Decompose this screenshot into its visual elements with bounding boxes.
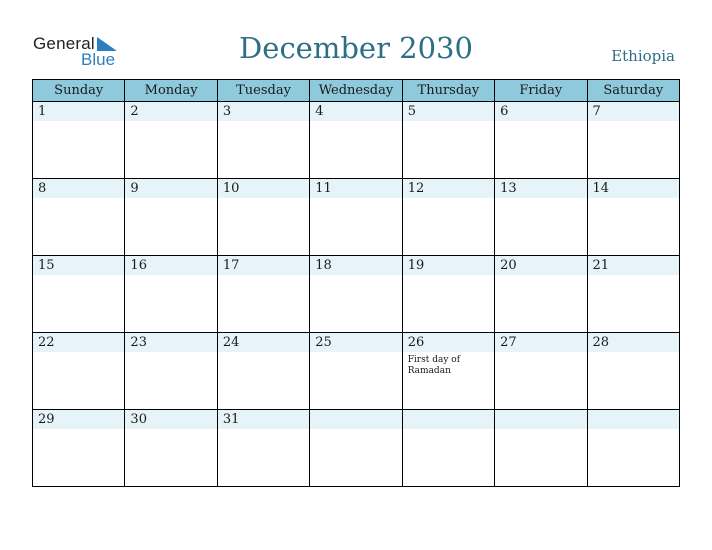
day-header-bar (310, 410, 401, 429)
page-title: December 2030 (239, 31, 473, 65)
calendar-grid (32, 79, 680, 487)
day-cell (310, 256, 402, 333)
day-number: 31 (222, 412, 240, 427)
day-header-bar (33, 179, 124, 198)
week-row (33, 256, 680, 333)
day-cell (587, 256, 679, 333)
day-cell (125, 410, 217, 487)
day-cell (310, 179, 402, 256)
day-number: 11 (315, 181, 332, 196)
day-number: 5 (407, 104, 416, 119)
day-number: 21 (592, 258, 610, 273)
day-cell (587, 333, 679, 410)
day-cell (33, 410, 125, 487)
weekday-header: Thursday (402, 80, 494, 102)
day-cell (587, 410, 679, 487)
day-number: 7 (592, 104, 601, 119)
day-header-bar (588, 410, 679, 429)
day-cell (402, 102, 494, 179)
day-cell (495, 333, 587, 410)
day-number: 13 (500, 181, 517, 196)
day-cell (217, 333, 309, 410)
day-number: 10 (222, 181, 240, 196)
day-cell (33, 179, 125, 256)
day-number: 12 (407, 181, 425, 196)
day-number: 1 (38, 104, 47, 119)
day-header-bar (495, 410, 586, 429)
day-number: 14 (592, 181, 610, 196)
day-cell (310, 333, 402, 410)
day-cell (217, 102, 309, 179)
day-cell (33, 102, 125, 179)
weekday-header: Monday (125, 80, 217, 102)
weekday-header: Tuesday (217, 80, 309, 102)
weekday-header: Saturday (587, 80, 679, 102)
weekday-header-row (33, 80, 680, 102)
day-cell (495, 256, 587, 333)
day-number: 23 (130, 335, 147, 350)
day-header-bar (125, 179, 216, 198)
day-number: 3 (222, 104, 232, 119)
week-row (33, 333, 680, 410)
week-row (33, 102, 680, 179)
day-header-bar (403, 102, 494, 121)
day-number: 16 (130, 258, 147, 273)
holiday-event: First day of Ramadan (407, 355, 461, 376)
weekday-header: Sunday (33, 80, 125, 102)
day-header-bar (218, 102, 309, 121)
day-cell (495, 102, 587, 179)
day-cell (310, 102, 402, 179)
day-number: 27 (500, 335, 517, 350)
day-cell (217, 410, 309, 487)
day-number: 17 (222, 258, 240, 273)
day-cell (402, 333, 494, 410)
day-number: 6 (500, 104, 509, 119)
day-number: 22 (38, 335, 55, 350)
day-cell (125, 179, 217, 256)
logo-text-blue: Blue (81, 50, 116, 69)
day-cell (402, 179, 494, 256)
day-cell (125, 102, 217, 179)
day-cell (495, 179, 587, 256)
day-cell (402, 256, 494, 333)
day-cell (33, 256, 125, 333)
day-number: 26 (407, 335, 425, 350)
day-cell (33, 333, 125, 410)
weekday-header: Wednesday (310, 80, 402, 102)
day-header-bar (403, 410, 494, 429)
day-cell (125, 256, 217, 333)
day-number: 2 (130, 104, 139, 119)
day-cell (587, 102, 679, 179)
day-cell (495, 410, 587, 487)
day-cell (217, 179, 309, 256)
day-cell (310, 410, 402, 487)
day-number: 8 (38, 181, 47, 196)
day-header-bar (310, 102, 401, 121)
day-number: 20 (500, 258, 517, 273)
day-number: 28 (592, 335, 610, 350)
week-row (33, 179, 680, 256)
day-header-bar (588, 102, 679, 121)
day-number: 19 (407, 258, 425, 273)
country-label: Ethiopia (611, 47, 675, 65)
day-number: 25 (315, 335, 332, 350)
day-number: 30 (130, 412, 147, 427)
day-header-bar (125, 102, 216, 121)
week-row (33, 410, 680, 487)
day-number: 29 (38, 412, 55, 427)
day-header-bar (33, 102, 124, 121)
day-number: 15 (38, 258, 55, 273)
day-cell (217, 256, 309, 333)
logo-text-general: General (33, 34, 95, 53)
weekday-header: Friday (495, 80, 587, 102)
day-cell (587, 179, 679, 256)
day-cell (402, 410, 494, 487)
day-number: 4 (315, 104, 324, 119)
day-number: 9 (130, 181, 139, 196)
day-cell (125, 333, 217, 410)
day-number: 24 (222, 335, 240, 350)
day-number: 18 (315, 258, 332, 273)
day-header-bar (495, 102, 586, 121)
